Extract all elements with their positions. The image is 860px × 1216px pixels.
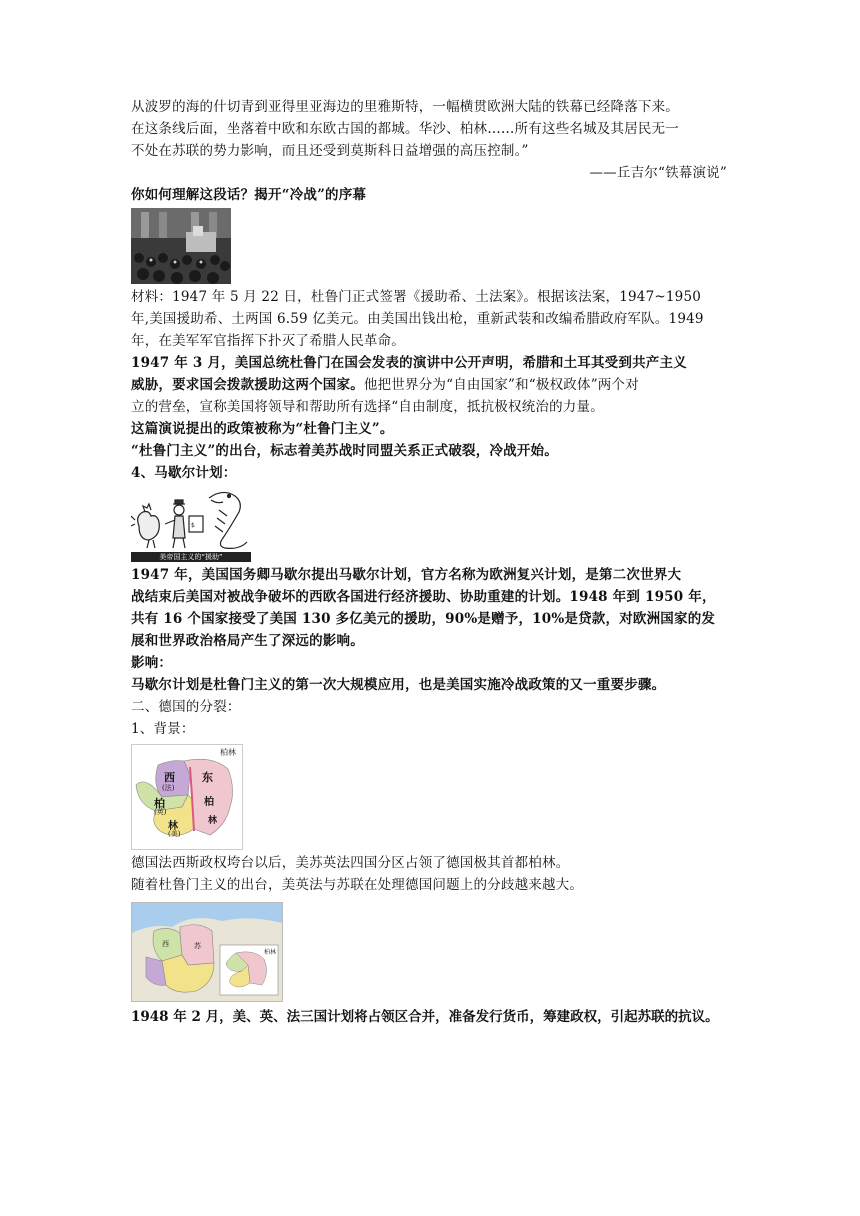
truman-line-4: 这篇演说提出的政策被称为“杜鲁门主义”。 <box>131 421 394 437</box>
truman-line-1: 1947 年 3 月，美国总统杜鲁门在国会发表的演讲中公开声明，希腊和土耳其受到共产主义 <box>131 355 687 371</box>
truman-speech-photo <box>131 208 231 284</box>
material-line-2: 年,美国援助希、土两国 6.59 亿美元。由美国出钱出枪，重新武装和改编希腊政府军队。1949 <box>131 311 704 327</box>
truman-line-5: “杜鲁门主义”的出台，标志着美苏战时同盟关系正式破裂，冷战开始。 <box>131 443 558 459</box>
question-heading: 你如何理解这段话？揭开“冷战”的序幕 <box>131 187 367 203</box>
berlin-map-title: 柏林 <box>220 748 236 757</box>
quote-attribution: ——丘吉尔“铁幕演说” <box>589 165 727 181</box>
marshall-heading: 4、马歇尔计划： <box>131 465 237 481</box>
quote-line-1: 从波罗的海的什切青到亚得里亚海边的里雅斯特，一幅横贯欧洲大陆的铁幕已经降落下来。 <box>131 99 679 115</box>
quote-line-3: 不处在苏联的势力影响，而且还受到莫斯科日益增强的高压控制。” <box>131 143 529 159</box>
berlin-map-lin: 林 <box>168 821 178 832</box>
impact-label: 影响： <box>131 655 173 671</box>
svg-text:$: $ <box>191 522 195 529</box>
berlin-map-east: 东 <box>202 771 213 784</box>
germany-map-west: 西 <box>162 940 169 948</box>
truman-line-2-bold: 威胁，要求国会拨款援助这两个国家。 <box>131 377 364 393</box>
section-2-heading: 二、德国的分裂： <box>131 699 241 715</box>
germany-occupation-map <box>131 902 283 1002</box>
truman-line-2-rest: 他把世界分为“自由国家”和“极权政体”两个对 <box>363 377 639 393</box>
document-page <box>131 96 743 1028</box>
impact-text: 马歇尔计划是杜鲁门主义的第一次大规模应用，也是美国实施冷战政策的又一重要步骤。 <box>131 677 666 693</box>
marshall-line-4: 展和世界政治格局产生了深远的影响。 <box>131 633 364 649</box>
truman-line-3: 立的营垒，宣称美国将领导和帮助所有选择“自由制度，抵抗极权统治的力量。 <box>131 399 604 415</box>
cartoon-caption: 美帝国主义的“援助” <box>131 552 251 562</box>
marshall-line-3: 共有 16 个国家接受了美国 130 多亿美元的援助，90%是赠予，10%是贷款，对欧洲国家的发 <box>131 611 716 627</box>
berlin-map-west-sub: (法) <box>162 784 175 792</box>
germany-map-soviet: 苏 <box>194 942 201 950</box>
berlin-map-bo-sub: (英) <box>154 808 167 816</box>
germany-map-berlin: 柏林 <box>264 949 277 956</box>
material-line-1: 材料：1947 年 5 月 22 日，杜鲁门正式签署《援助希、土法案》。根据该法案，1947~1950 <box>131 289 702 305</box>
truman-line-2 <box>131 374 743 396</box>
marshall-cartoon <box>131 486 251 562</box>
background-heading: 1、背景： <box>131 721 195 737</box>
final-paragraph: 1948 年 2 月，美、英、法三国计划将占领区合并，准备发行货币，筹建政权，引起苏联的抗议。 <box>131 1009 719 1025</box>
berlin-map-lin-sub: (美) <box>168 830 181 838</box>
marshall-line-2: 战结束后美国对被战争破坏的西欧各国进行经济援助、协助重建的计划。1948 年到 1950 年， <box>131 589 716 605</box>
berlin-map-bo: 柏 <box>154 797 165 810</box>
berlin-map-lin2: 林 <box>208 816 218 826</box>
quote-line-2: 在这条线后面，坐落着中欧和东欧古国的都城。华沙、柏林……所有这些名城及其居民无一 <box>131 121 679 137</box>
berlin-map-bo2: 柏 <box>204 797 214 808</box>
germany-paragraph-1: 德国法西斯政权垮台以后，美苏英法四国分区占领了德国极其首都柏林。 <box>131 855 570 871</box>
marshall-line-1: 1947 年，美国国务卿马歇尔提出马歇尔计划，官方名称为欧洲复兴计划，是第二次世界大 <box>131 567 682 583</box>
berlin-sector-map <box>131 744 243 850</box>
germany-paragraph-2: 随着杜鲁门主义的出台，美英法与苏联在处理德国问题上的分歧越来越大。 <box>131 877 584 893</box>
material-line-3: 年，在美军军官指挥下扑灭了希腊人民革命。 <box>131 333 405 349</box>
berlin-map-west: 西 <box>164 771 175 784</box>
